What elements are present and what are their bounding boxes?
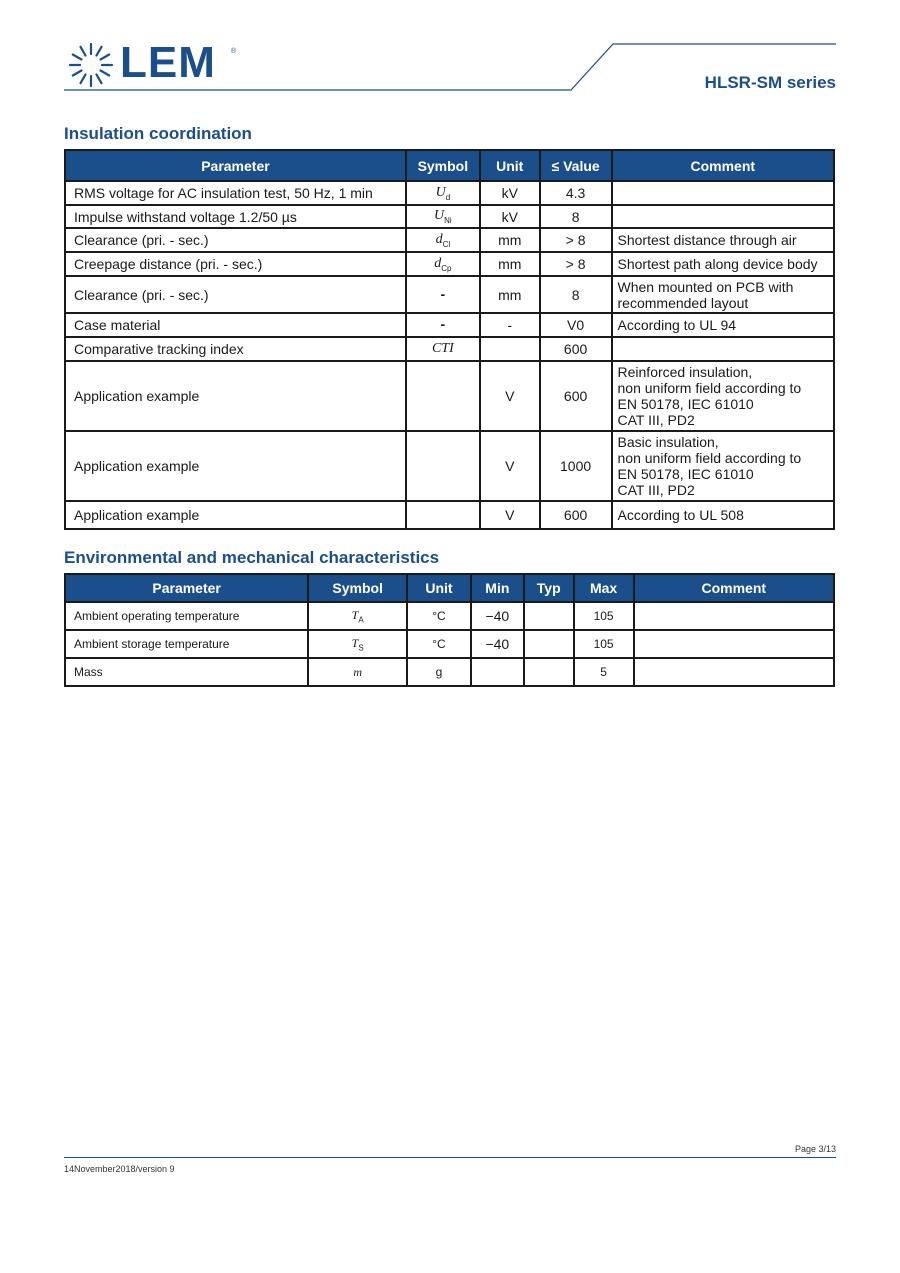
page-header bbox=[0, 0, 900, 110]
parameter-cell: Ambient operating temperature bbox=[65, 602, 308, 630]
unit-cell: - bbox=[480, 313, 540, 337]
max-cell: 105 bbox=[574, 602, 634, 630]
insulation-section-title: Insulation coordination bbox=[64, 124, 252, 143]
column-header: Max bbox=[574, 574, 634, 602]
column-header: Parameter bbox=[65, 574, 308, 602]
comment-line: Reinforced insulation, bbox=[617, 364, 753, 380]
comment-cell bbox=[634, 630, 834, 658]
parameter-cell: Comparative tracking index bbox=[65, 337, 406, 361]
symbol-cell bbox=[308, 658, 407, 686]
typ-cell bbox=[524, 602, 574, 630]
symbol-cell bbox=[406, 313, 480, 337]
comment-cell: According to UL 508 bbox=[612, 501, 834, 529]
symbol-text: - bbox=[440, 316, 446, 332]
symbol-subscript: Ni bbox=[444, 215, 452, 225]
symbol-cell bbox=[406, 501, 480, 529]
value-cell: 600 bbox=[540, 501, 612, 529]
value-cell: 1000 bbox=[540, 431, 612, 501]
comment-line: non uniform field according to bbox=[617, 450, 802, 466]
value-cell: 4.3 bbox=[540, 181, 612, 205]
parameter-cell: RMS voltage for AC insulation test, 50 Hz, 1 min bbox=[65, 181, 406, 205]
table-row bbox=[65, 501, 834, 529]
comment-line: Basic insulation, bbox=[617, 434, 719, 450]
page-number: Page 3/13 bbox=[794, 1144, 836, 1154]
symbol-subscript: Cl bbox=[442, 239, 451, 249]
symbol-cell bbox=[406, 252, 480, 276]
symbol-text: T bbox=[351, 635, 359, 650]
parameter-cell: Clearance (pri. - sec.) bbox=[65, 228, 406, 252]
table-header-row bbox=[65, 150, 834, 181]
column-header: Unit bbox=[480, 150, 540, 181]
parameter-cell: Impulse withstand voltage 1.2/50 µs bbox=[65, 205, 406, 228]
value-cell: V0 bbox=[540, 313, 612, 337]
value-cell: 600 bbox=[540, 337, 612, 361]
column-header: Parameter bbox=[65, 150, 406, 181]
symbol-subscript: d bbox=[445, 192, 451, 202]
comment-cell: When mounted on PCB with recommended layout bbox=[612, 276, 834, 313]
unit-cell: g bbox=[407, 658, 471, 686]
table-row bbox=[65, 431, 834, 501]
parameter-cell: Creepage distance (pri. - sec.) bbox=[65, 252, 406, 276]
unit-cell: V bbox=[480, 501, 540, 529]
environmental-section-title: Environmental and mechanical characteristics bbox=[64, 548, 440, 567]
min-cell: −40 bbox=[471, 602, 524, 630]
symbol-subscript: Cp bbox=[441, 263, 452, 273]
series-title: HLSR-SM series bbox=[704, 73, 836, 92]
column-header: Typ bbox=[524, 574, 574, 602]
lem-logo-icon bbox=[70, 44, 112, 86]
unit-cell: kV bbox=[480, 181, 540, 205]
symbol-text: m bbox=[353, 664, 362, 679]
value-cell: > 8 bbox=[540, 252, 612, 276]
table-row bbox=[65, 630, 834, 658]
comment-cell bbox=[612, 361, 834, 431]
column-header: Comment bbox=[612, 150, 834, 181]
symbol-text: CTI bbox=[431, 341, 454, 356]
parameter-cell: Case material bbox=[65, 313, 406, 337]
unit-cell: mm bbox=[480, 252, 540, 276]
table-row bbox=[65, 658, 834, 686]
symbol-cell bbox=[406, 205, 480, 228]
min-cell bbox=[471, 658, 524, 686]
symbol-cell bbox=[406, 361, 480, 431]
symbol-text: U bbox=[435, 184, 446, 200]
typ-cell bbox=[524, 630, 574, 658]
symbol-text: d bbox=[434, 255, 442, 271]
unit-cell: mm bbox=[480, 228, 540, 252]
table-row bbox=[65, 337, 834, 361]
comment-cell bbox=[612, 337, 834, 361]
unit-cell: °C bbox=[407, 602, 471, 630]
logo-text: LEM bbox=[120, 38, 216, 87]
comment-cell: Shortest distance through air bbox=[612, 228, 834, 252]
table-row bbox=[65, 602, 834, 630]
table-header-row bbox=[65, 574, 834, 602]
max-cell: 105 bbox=[574, 630, 634, 658]
table-row bbox=[65, 228, 834, 252]
symbol-text: T bbox=[351, 607, 359, 622]
comment-line: non uniform field according to bbox=[617, 380, 802, 396]
parameter-cell: Application example bbox=[65, 431, 406, 501]
insulation-table bbox=[64, 149, 835, 530]
value-cell: 8 bbox=[540, 205, 612, 228]
min-cell: −40 bbox=[471, 630, 524, 658]
symbol-cell bbox=[406, 276, 480, 313]
symbol-text: d bbox=[435, 231, 443, 247]
table-row bbox=[65, 313, 834, 337]
comment-line: EN 50178, IEC 61010 bbox=[617, 466, 754, 482]
parameter-cell: Clearance (pri. - sec.) bbox=[65, 276, 406, 313]
comment-cell bbox=[634, 602, 834, 630]
comment-cell: Shortest path along device body bbox=[612, 252, 834, 276]
parameter-cell: Application example bbox=[65, 361, 406, 431]
column-header: Symbol bbox=[308, 574, 407, 602]
unit-cell: V bbox=[480, 431, 540, 501]
symbol-cell bbox=[406, 181, 480, 205]
symbol-cell bbox=[406, 228, 480, 252]
column-header: ≤ Value bbox=[540, 150, 612, 181]
column-header: Comment bbox=[634, 574, 834, 602]
comment-cell bbox=[634, 658, 834, 686]
table-row bbox=[65, 361, 834, 431]
value-cell: 8 bbox=[540, 276, 612, 313]
symbol-cell bbox=[308, 602, 407, 630]
value-cell: 600 bbox=[540, 361, 612, 431]
comment-cell bbox=[612, 205, 834, 228]
column-header: Symbol bbox=[406, 150, 480, 181]
symbol-text: U bbox=[434, 208, 445, 224]
symbol-subscript: A bbox=[358, 615, 364, 625]
column-header: Unit bbox=[407, 574, 471, 602]
unit-cell: °C bbox=[407, 630, 471, 658]
environmental-table bbox=[64, 573, 835, 687]
symbol-subscript: S bbox=[358, 643, 364, 653]
logo-registered-mark: ® bbox=[231, 48, 237, 55]
symbol-text: - bbox=[440, 285, 446, 302]
parameter-cell: Mass bbox=[65, 658, 308, 686]
unit-cell bbox=[480, 337, 540, 361]
footer-divider bbox=[64, 1157, 836, 1158]
comment-cell bbox=[612, 181, 834, 205]
unit-cell: kV bbox=[480, 205, 540, 228]
value-cell: > 8 bbox=[540, 228, 612, 252]
unit-cell: V bbox=[480, 361, 540, 431]
table-row bbox=[65, 252, 834, 276]
symbol-cell bbox=[406, 337, 480, 361]
max-cell: 5 bbox=[574, 658, 634, 686]
table-row bbox=[65, 205, 834, 228]
comment-line: CAT III, PD2 bbox=[617, 482, 695, 498]
symbol-cell bbox=[308, 630, 407, 658]
typ-cell bbox=[524, 658, 574, 686]
symbol-cell bbox=[406, 431, 480, 501]
parameter-cell: Application example bbox=[65, 501, 406, 529]
parameter-cell: Ambient storage temperature bbox=[65, 630, 308, 658]
unit-cell: mm bbox=[480, 276, 540, 313]
comment-line: CAT III, PD2 bbox=[617, 412, 695, 428]
comment-cell: According to UL 94 bbox=[612, 313, 834, 337]
table-row bbox=[65, 276, 834, 313]
table-row bbox=[65, 181, 834, 205]
comment-cell bbox=[612, 431, 834, 501]
column-header: Min bbox=[471, 574, 524, 602]
version-stamp: 14November2018/version 9 bbox=[64, 1164, 175, 1174]
comment-line: EN 50178, IEC 61010 bbox=[617, 396, 754, 412]
